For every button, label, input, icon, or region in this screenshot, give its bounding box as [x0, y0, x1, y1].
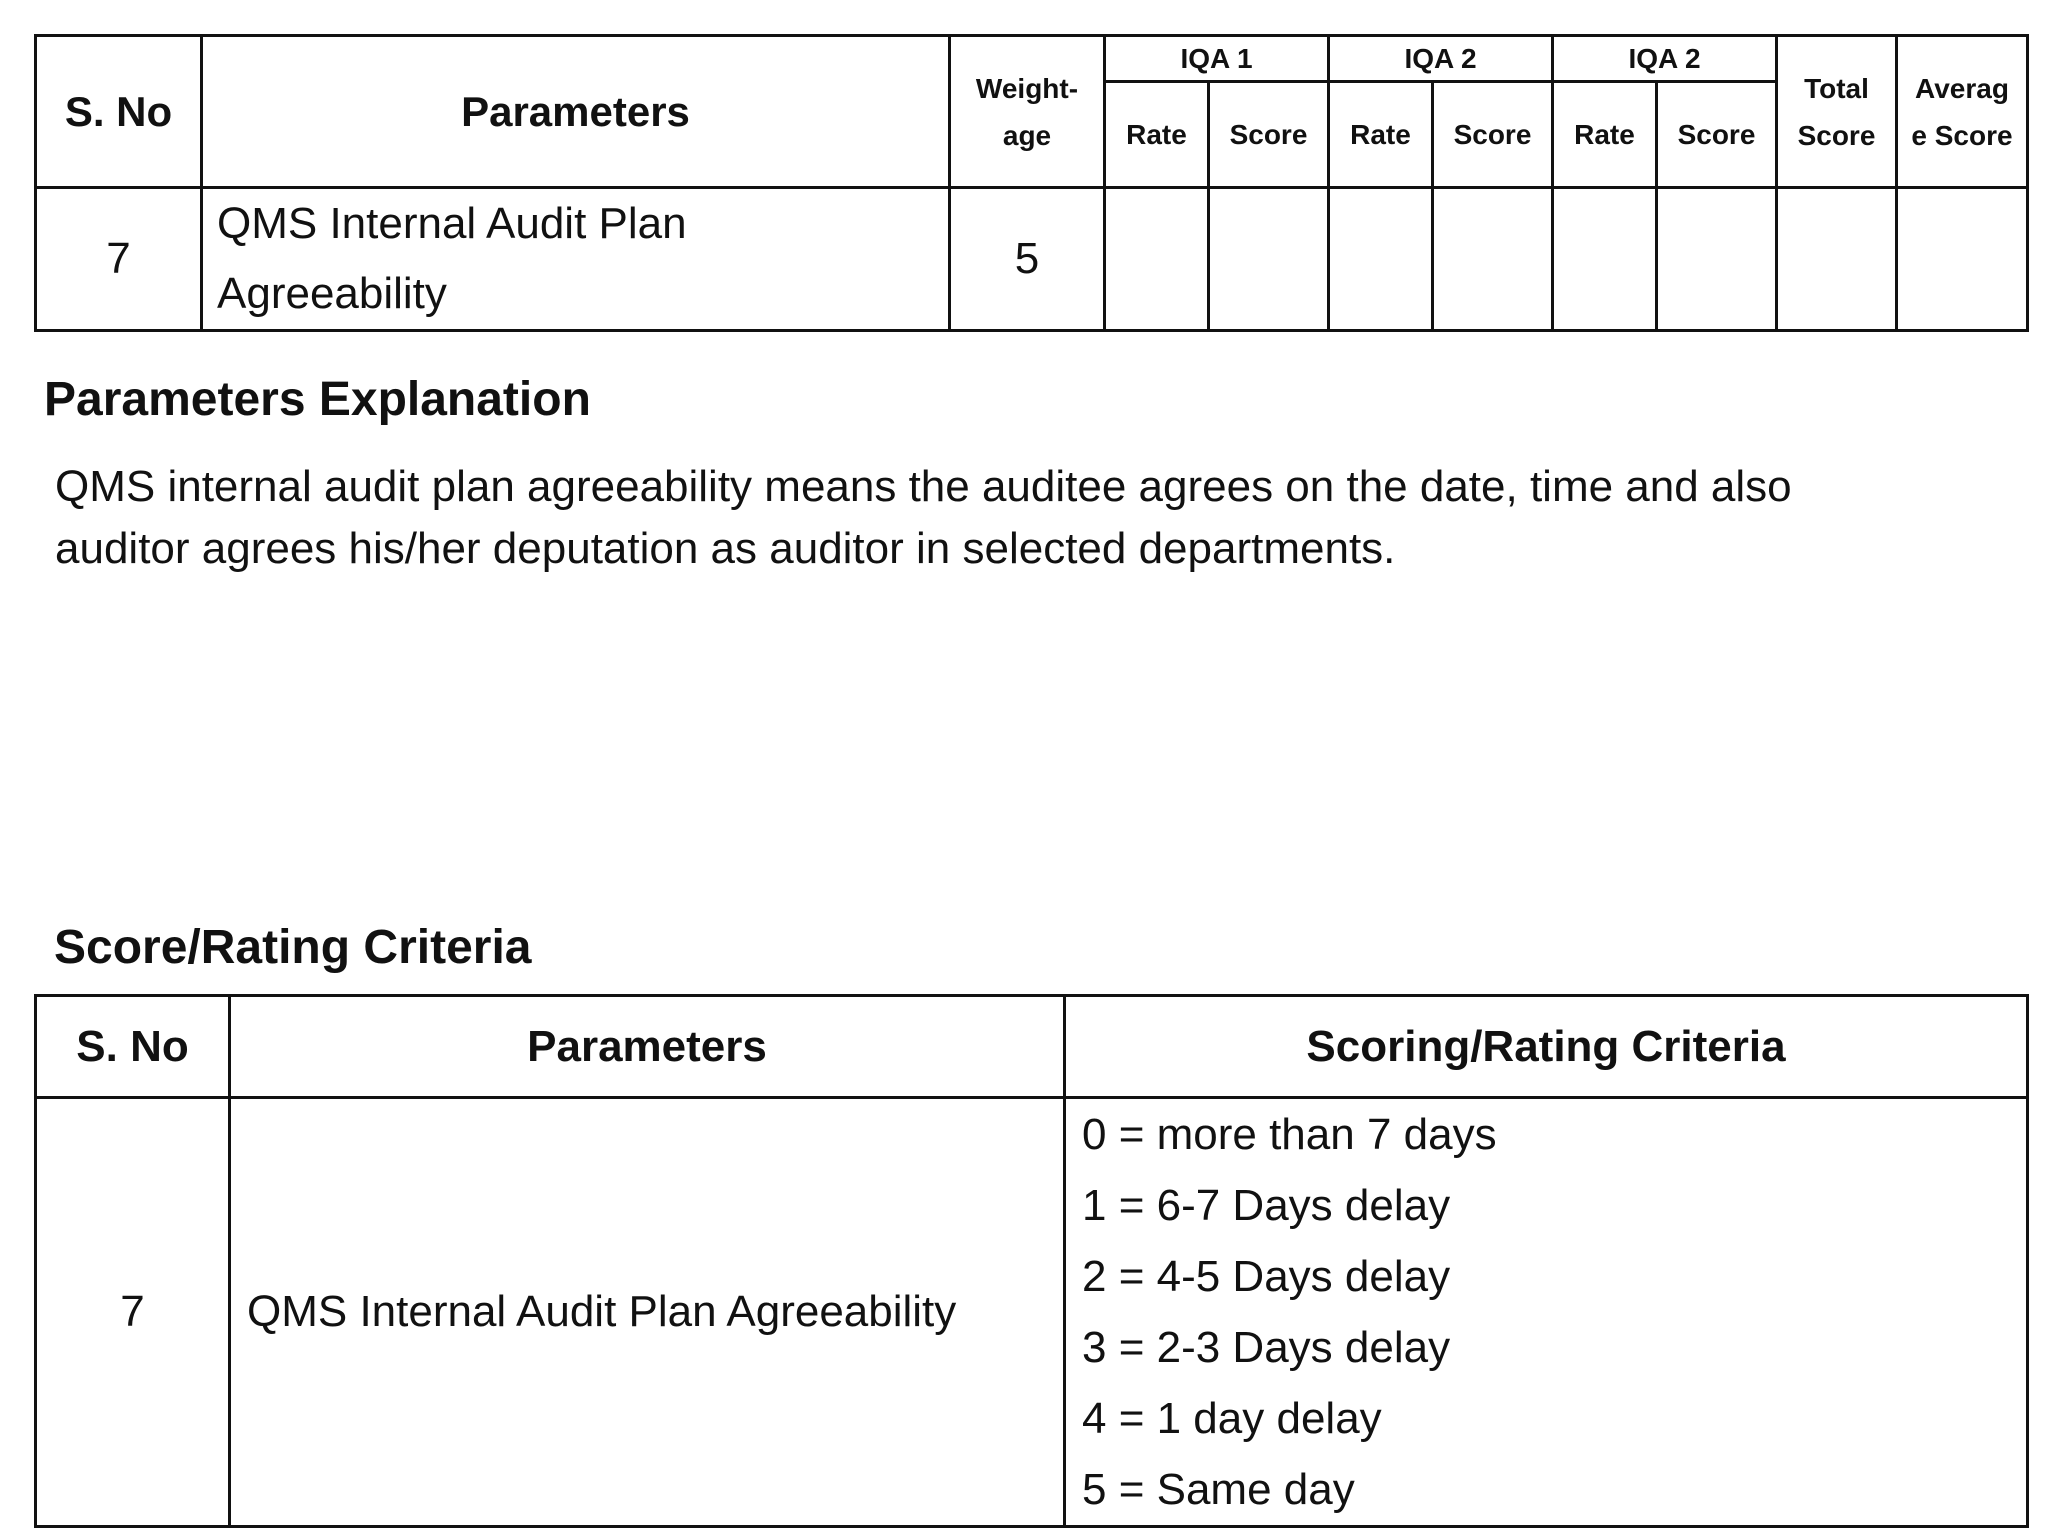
- criteria-item: 1 = 6-7 Days delay: [1082, 1181, 1451, 1230]
- criteria-header-parameters: Parameters: [230, 996, 1065, 1098]
- header-total-score: [1777, 36, 1897, 188]
- header-iqa1-score: Score: [1209, 82, 1329, 188]
- criteria-heading: Score/Rating Criteria: [54, 921, 532, 974]
- cell-average-score[interactable]: [1897, 188, 2028, 331]
- cell-iqa3-rate[interactable]: [1553, 188, 1657, 331]
- row-parameter-line2: Agreeability: [217, 269, 447, 318]
- header-total-line1: Total: [1804, 72, 1869, 104]
- cell-iqa2-rate[interactable]: [1329, 188, 1433, 331]
- cell-iqa1-score[interactable]: [1209, 188, 1329, 331]
- header-average-line2: e Score: [1911, 119, 2013, 151]
- explanation-heading: Parameters Explanation: [44, 373, 591, 426]
- explanation-text: [55, 456, 2015, 580]
- header-sno: S. No: [36, 36, 202, 188]
- header-iqa3-rate: Rate: [1553, 82, 1657, 188]
- parameter-score-table: [34, 34, 2029, 332]
- criteria-item: 3 = 2-3 Days delay: [1082, 1323, 1451, 1372]
- criteria-header-sno: S. No: [36, 996, 230, 1098]
- criteria-row-sno: 7: [36, 1098, 230, 1527]
- criteria-item: 0 = more than 7 days: [1082, 1110, 1497, 1159]
- cell-iqa2-score[interactable]: [1433, 188, 1553, 331]
- header-average-line1: Averag: [1915, 72, 2009, 104]
- header-weightage-line2: age: [1002, 119, 1052, 151]
- header-iqa3-score: Score: [1657, 82, 1777, 188]
- criteria-item: 2 = 4-5 Days delay: [1082, 1252, 1451, 1301]
- header-iqa-3: IQA 2: [1553, 36, 1777, 82]
- header-average-score: [1897, 36, 2028, 188]
- explanation-line2: auditor agrees his/her deputation as auditor in selected departments.: [55, 524, 1396, 573]
- cell-iqa1-rate[interactable]: [1105, 188, 1209, 331]
- criteria-item: 5 = Same day: [1082, 1465, 1355, 1514]
- header-weightage-line1: Weight-: [975, 72, 1079, 104]
- header-iqa-2: IQA 2: [1329, 36, 1553, 82]
- criteria-list: [1065, 1098, 2028, 1527]
- row-parameter: [202, 188, 950, 331]
- explanation-line1: QMS internal audit plan agreeability means the auditee agrees on the date, time and also: [55, 462, 1792, 511]
- criteria-item: 4 = 1 day delay: [1082, 1394, 1382, 1443]
- table-row: [36, 188, 2028, 331]
- criteria-table: [34, 994, 2029, 1528]
- row-sno: 7: [36, 188, 202, 331]
- row-weightage: 5: [950, 188, 1105, 331]
- criteria-row-parameter: QMS Internal Audit Plan Agreeability: [230, 1098, 1065, 1527]
- table-row: [36, 1098, 2028, 1527]
- header-iqa1-rate: Rate: [1105, 82, 1209, 188]
- cell-total-score[interactable]: [1777, 188, 1897, 331]
- header-total-line2: Score: [1797, 119, 1876, 151]
- header-weightage: [950, 36, 1105, 188]
- header-iqa2-rate: Rate: [1329, 82, 1433, 188]
- criteria-header-criteria: Scoring/Rating Criteria: [1065, 996, 2028, 1098]
- header-iqa2-score: Score: [1433, 82, 1553, 188]
- cell-iqa3-score[interactable]: [1657, 188, 1777, 331]
- header-iqa-1: IQA 1: [1105, 36, 1329, 82]
- header-parameters: Parameters: [202, 36, 950, 188]
- row-parameter-line1: QMS Internal Audit Plan: [217, 199, 687, 248]
